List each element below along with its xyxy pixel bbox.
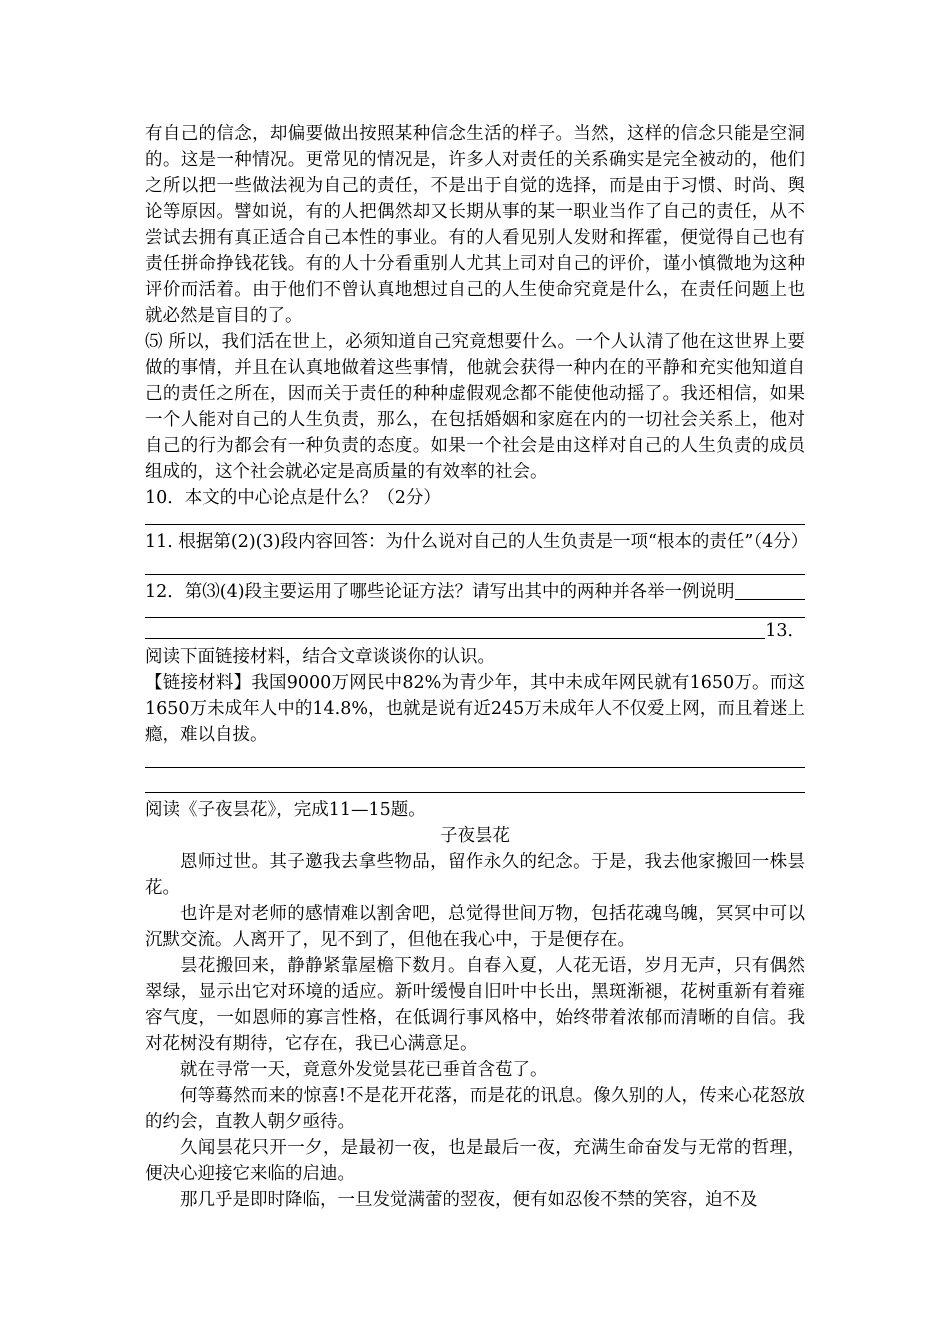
reading-paragraph: 恩师过世。其子邀我去拿些物品，留作永久的纪念。于是，我去他家搬回一株昙花。 [145,852,805,898]
reading-paragraph: 也许是对老师的感情难以割舍吧，总觉得世间万物，包括花魂鸟魄，冥冥中可以沉默交流。人离开了，见不到了，但他在我心中，于是便存在。 [145,904,805,950]
reading-paragraph: 何等蓦然而来的惊喜!不是花开花落，而是花的讯息。像久别的人，传来心花怒放的约会，直教人朝夕亟待。 [145,1086,805,1132]
question-12: 12．第⑶(4)段主要运用了哪些论证方法？请写出其中的两种并各举一例说明 [145,582,735,602]
reading-paragraph: 就在寻常一天，竟意外发觉昙花已垂首含苞了。 [180,1060,548,1080]
reading-paragraph: 昙花搬回来，静静紧靠屋檐下数月。自春入夏，人花无语，岁月无声，只有偶然翠绿，显示出它对环境的适应。新叶缓慢自旧叶中长出，黑斑渐褪，花树重新有着雍容气度，一如恩师的寡言性格，在低调行事风格中，始终带着浓郁而清晰的自信。我对花树没有期待，它存在，我已心满意足。 [145,956,805,1054]
reading-paragraph: 那几乎是即时降临，一旦发觉满蕾的翌夜，便有如忍俊不禁的笑容，迫不及 [180,1190,758,1210]
essay-paragraph-5: ⑸ 所以，我们活在世上，必须知道自己究竟想要什么。一个人认清了他在这世界上要做的事情，并且在认真地做着这些事情，他就会获得一种内在的平静和充实他知道自己的责任之所在，因而关于责任的种种虚假观念都不能使他动摇了。我还相信，如果一个人能对自己的人生负责，那么，在包括婚姻和家庭在内的一切社会关系上，他对自己的行为都会有一种负责的态度。如果一个社会是由这样对自己的人生负责的成员组成的，这个社会就必定是高质量的有效率的社会。 [145,332,805,482]
question-13: 阅读下面链接材料，结合文章谈谈你的认识。 [145,647,495,667]
question-12-row [145,579,805,605]
answer-blank-q12[interactable] [735,579,805,600]
reading-paragraph: 久闻昙花只开一夕，是最初一夜，也是最后一夜，充满生命奋发与无常的哲理，便决心迎接它来临的启迪。 [145,1138,805,1184]
answer-row-q12-2 [145,618,805,644]
document-page [145,121,809,1213]
question-11: 11. 根据第(2)(3)段内容回答：为什么说对自己的人生负责是一项“根本的责任”（4分） [145,532,809,552]
reading-title: 子夜昙花 [440,826,510,846]
link-material: 【链接材料】我国9000万网民中82%为青少年，其中未成年网民就有1650万。而这1650万未成年人中的14.8%，也就是说有近245万未成年人不仅爱上网，而且着迷上瘾，难以自拔。 [145,673,805,745]
question-10: 10．本文的中心论点是什么？（2分） [145,488,441,508]
essay-paragraph-4-continued: 有自己的信念，却偏要做出按照某种信念生活的样子。当然，这样的信念只能是空洞的。这是一种情况。更常见的情况是，许多人对责任的关系确实是完全被动的，他们之所以把一些做法视为自己的责任，不是出于自觉的选择，而是由于习惯、时尚、舆论等原因。譬如说，有的人把偶然却又长期从事的某一职业当作了自己的责任，从不尝试去拥有真正适合自己本性的事业。有的人看见别人发财和挥霍，便觉得自己也有责任拼命挣钱花钱。有的人十分看重别人尤其上司对自己的评价，谨小慎微地为这种评价而活着。由于他们不曾认真地想过自己的人生使命究竟是什么，在责任问题上也就必然是盲目的了。 [145,124,805,326]
answer-line-q12-2[interactable] [145,618,765,639]
reading-intro: 阅读《子夜昙花》，完成11—15题。 [145,800,426,820]
question-13-number: 13． [765,621,805,641]
